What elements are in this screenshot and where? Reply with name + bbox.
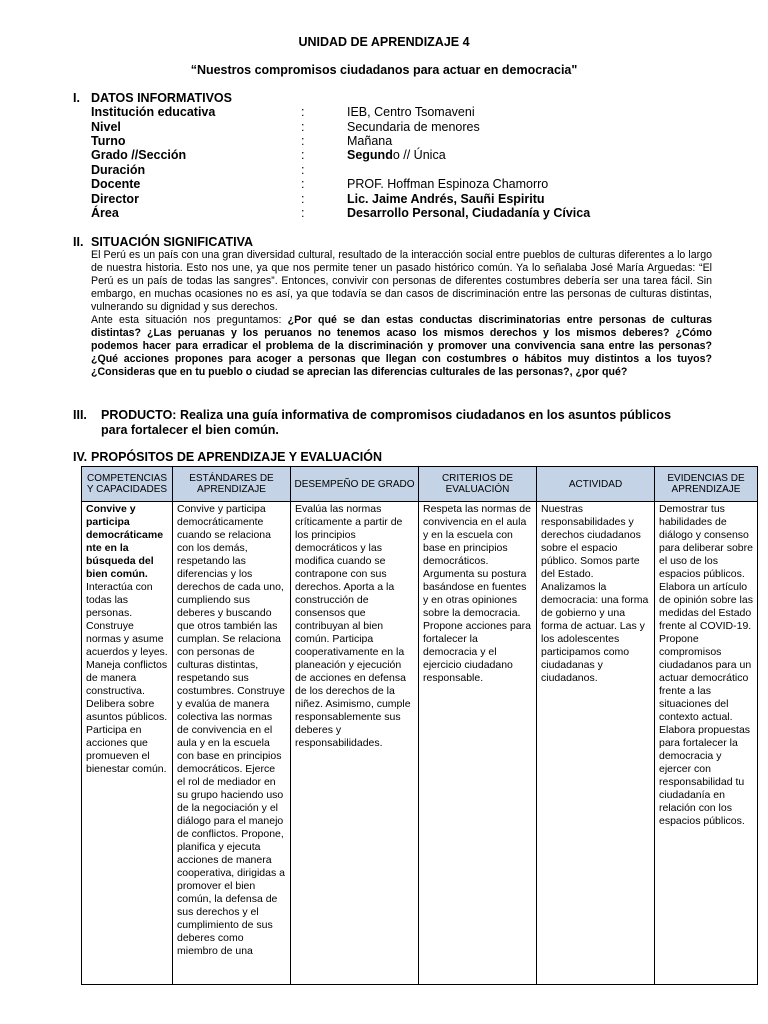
info-colon: : — [301, 134, 305, 148]
header-criterios: CRITERIOS DE EVALUACIÓN — [419, 467, 537, 502]
info-value-bold: Segund — [347, 148, 393, 162]
section-1-number: I. — [73, 91, 80, 105]
info-value: IEB, Centro Tsomaveni — [347, 105, 475, 119]
header-desempeno: DESEMPEÑO DE GRADO — [291, 467, 419, 502]
info-label: Docente — [91, 177, 141, 191]
info-colon: : — [301, 177, 305, 191]
cell-criterios: Respeta las normas de convivencia en el aula y en la escuela con base en principios democráticos. Argumenta su postura basándose en fuentes y en otras opiniones sobre la democracia. Propone acciones para fortalecer la democracia y el ejercicio ciudadano responsable. — [419, 502, 537, 985]
info-colon: : — [301, 120, 305, 134]
cell-competencias — [82, 502, 173, 985]
situacion-questions: ¿Por qué se dan estas conductas discriminatorias entre personas de culturas distintas? ¿Las peruanas y los peruanos no tenemos acaso los mismos derechos y los mismos deberes? ¿Cómo podemos hacer para erradicar el problema de la discriminación y promover una convivencia sana entre las personas? ¿Qué acciones propones para acoger a personas que llegan con costumbres o hábitos muy distintos a los tuyos? ¿Consideras que en tu pueblo o ciudad se aprecian las diferencias culturales de las personas?, ¿por qué? — [91, 314, 713, 378]
section-2-number: II. — [73, 235, 84, 249]
table-row — [82, 502, 758, 985]
producto-heading: PRODUCTO: — [101, 408, 177, 422]
section-4-heading: PROPÓSITOS DE APRENDIZAJE Y EVALUACIÓN — [91, 450, 383, 464]
header-evidencias: EVIDENCIAS DE APRENDIZAJE — [655, 467, 758, 502]
info-colon: : — [301, 206, 305, 220]
info-value — [347, 148, 446, 162]
situacion-lead: Ante esta situación nos preguntamos: — [91, 314, 288, 326]
info-value-rest: o // Única — [392, 148, 446, 162]
info-value: PROF. Hoffman Espinoza Chamorro — [347, 177, 549, 191]
header-estandares: ESTÁNDARES DE APRENDIZAJE — [173, 467, 291, 502]
cell-desempeno: Evalúa las normas críticamente a partir de los principios democráticos y las modifica cuando se contrapone con sus derechos. Aporta a la construcción de consensos que contribuyan al bien común. Participa cooperativamente en la planeación y ejecución de acciones en defensa de los derechos de la niñez. Asimismo, cumple responsablemente sus deberes y responsabilidades. — [291, 502, 419, 985]
info-label: Nivel — [91, 120, 121, 134]
cell-evidencias: Demostrar tus habilidades de diálogo y consenso para deliberar sobre el uso de los espacios públicos. Elabora un artículo de opinión sobre las medidas del Estado frente al COVID-19. Propone compromisos ciudadanos para un actuar democrático frente a las situaciones del contexto actual. Elabora propuestas para fortalecer la democracia y ejercer con responsabilidad tu ciudadanía en relación con los espacios públicos. — [655, 502, 758, 985]
cell-estandares: Convive y participa democráticamente cuando se relaciona con los demás, respetando las diferencias y los derechos de cada uno, cumpliendo sus deberes y buscando que otros también las cumplan. Se relaciona con personas de culturas distintas, respetando sus costumbres. Construye y evalúa de manera colectiva las normas de convivencia en el aula y en la escuela con base en principios democráticos. Ejerce el rol de mediador en su grupo haciendo uso de la negociación y el diálogo para el manejo de conflictos. Propone, planifica y ejecuta acciones de manera cooperativa, dirigidas a promover el bien común, la defensa de sus derechos y el cumplimiento de sus deberes como miembro de una — [173, 502, 291, 985]
info-colon: : — [301, 148, 305, 162]
header-actividad: ACTIVIDAD — [537, 467, 655, 502]
section-1-heading: DATOS INFORMATIVOS — [91, 91, 232, 105]
info-value: Lic. Jaime Andrés, Sauñi Espiritu — [347, 192, 545, 206]
document-subtitle: “Nuestros compromisos ciudadanos para actuar en democracia" — [190, 63, 578, 77]
info-label: Turno — [91, 134, 126, 148]
document-title: UNIDAD DE APRENDIZAJE 4 — [298, 35, 470, 49]
header-competencias: COMPETENCIAS Y CAPACIDADES — [82, 467, 173, 502]
situacion-text: El Perú es un país con una gran diversidad cultural, resultado de la interacción social entre pueblos de culturas diferentes a lo largo de nuestra historia. Esto nos une, ya que nos permite tener un pasado histórico común. Ya lo señalaba José María Arguedas: “El Perú es un país de todas las sangres”. Entonces, convivir con personas de diferentes costumbres debería ser una tarea fácil. Sin embargo, en muchas ocasiones no es así, ya que todavía se dan casos de discriminación entre las personas de culturas distintas, vulnerando su dignidad y sus derechos. — [91, 249, 712, 313]
producto-paragraph — [101, 408, 681, 438]
competencia-capacidades: Interactúa con todas las personas. Construye normas y asume acuerdos y leyes. Maneja conflictos de manera constructiva. Delibera sobre asuntos públicos. Participa en acciones que promueven el bienestar común. — [86, 581, 168, 775]
section-3-number: III. — [73, 408, 87, 422]
info-value: Secundaria de menores — [347, 120, 480, 134]
info-value: Desarrollo Personal, Ciudadanía y Cívica — [347, 206, 591, 220]
section-2-heading: SITUACIÓN SIGNIFICATIVA — [91, 235, 254, 249]
info-colon: : — [301, 192, 305, 206]
competencia-title: Convive y participa democráticamente en la búsqueda del bien común. — [86, 503, 164, 580]
producto-text: Realiza una guía informativa de compromisos ciudadanos en los asuntos públicos para fortalecer el bien común. — [101, 408, 672, 437]
table-header-row — [82, 467, 758, 502]
info-value: Mañana — [347, 134, 393, 148]
info-colon: : — [301, 163, 305, 177]
info-label: Grado //Sección — [91, 148, 187, 162]
section-4-number: IV. — [73, 450, 88, 464]
propositos-table — [81, 466, 758, 985]
info-colon: : — [301, 105, 305, 119]
info-label: Institución educativa — [91, 105, 216, 119]
info-label: Director — [91, 192, 139, 206]
situacion-paragraph — [91, 249, 712, 379]
cell-actividad: Nuestras responsabilidades y derechos ciudadanos sobre el espacio público. Somos parte del Estado. Analizamos la democracia: una forma de gobierno y una forma de actuar. Las y los adolescentes participamos como ciudadanas y ciudadanos. — [537, 502, 655, 985]
info-label: Área — [91, 206, 119, 220]
info-label: Duración — [91, 163, 146, 177]
